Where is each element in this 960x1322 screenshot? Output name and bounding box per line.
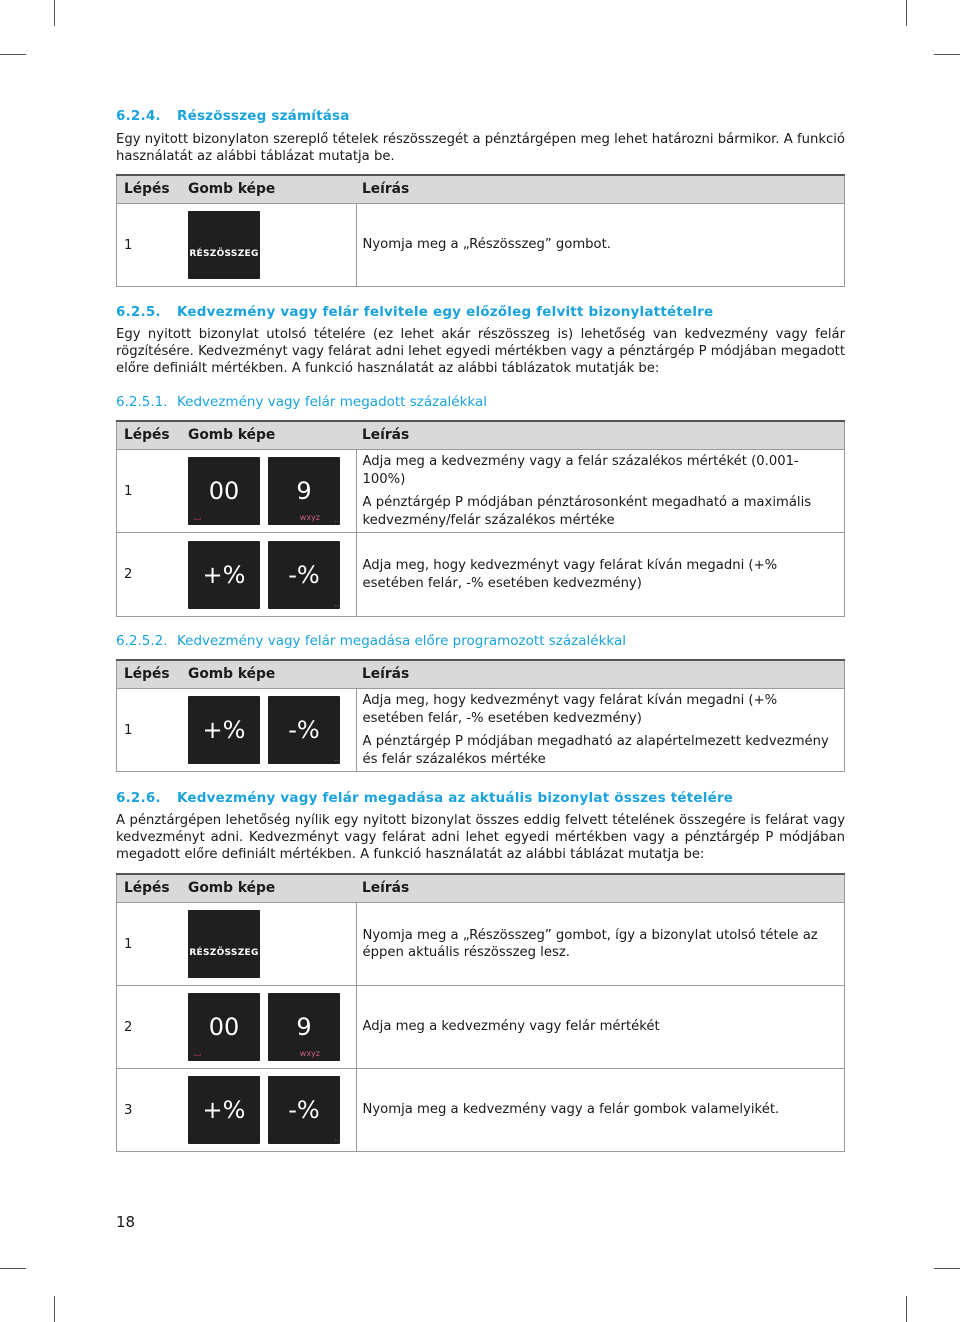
crop-mark: [0, 54, 26, 55]
key-label: +%: [202, 1096, 246, 1124]
key-dots: ...: [334, 1135, 341, 1143]
header-description: Leírás: [356, 175, 845, 204]
section-paragraph: Egy nyitott bizonylaton szereplő tételek részösszegét a pénztárgépen meg lehet határozni bármikor. A funkció használatát az alábbi táblázat mutatja be.: [116, 132, 845, 164]
table-row: [117, 450, 845, 533]
minus-percent-key: [268, 696, 340, 764]
button-image-cell: [181, 1069, 356, 1152]
step-number: 1: [117, 450, 182, 533]
steps-table-preset-percent: [116, 659, 845, 772]
section-title: Kedvezmény vagy felár megadása az aktuális bizonylat összes tételére: [177, 790, 734, 806]
minus-percent-key: [268, 541, 340, 609]
header-step: Lépés: [117, 660, 182, 689]
header-step: Lépés: [117, 421, 182, 450]
section-title: Részösszeg számítása: [177, 108, 350, 124]
description-text: Adja meg a kedvezmény vagy felár mértékét: [362, 1019, 660, 1035]
minus-percent-key: [268, 1076, 340, 1144]
table-row: [117, 986, 845, 1069]
crop-mark: [54, 0, 55, 26]
step-number: 1: [117, 204, 182, 287]
key-letters: wxyz: [299, 1049, 320, 1058]
button-image-cell: [181, 533, 356, 617]
key-label: 00: [208, 477, 240, 505]
steps-table-whole-receipt: [116, 873, 845, 1152]
table-header-row: [117, 421, 845, 450]
section-heading-6-2-5-2: [116, 633, 626, 650]
section-title: Kedvezmény vagy felár megadása előre programozott százalékkal: [177, 633, 627, 649]
key-dots: ...: [334, 516, 341, 524]
description-cell: [356, 1069, 845, 1152]
description-cell: [356, 533, 845, 617]
nine-key: [268, 457, 340, 525]
space-glyph: ⌴: [194, 1049, 202, 1059]
section-number: 6.2.6.: [116, 790, 161, 806]
description-text: Nyomja meg a „Részösszeg” gombot, így a bizonylat utolsó tétele az éppen aktuális részösszeg lesz.: [362, 927, 818, 960]
crop-mark: [906, 0, 907, 26]
section-title: Kedvezmény vagy felár felvitele egy előzőleg felvitt bizonylattételre: [177, 304, 714, 320]
table-header-row: [117, 175, 845, 204]
crop-mark: [934, 54, 960, 55]
plus-percent-key: [188, 541, 260, 609]
plus-percent-key: [188, 696, 260, 764]
key-label: -%: [288, 716, 320, 744]
subtotal-key: [188, 910, 260, 978]
page-number: 18: [116, 1213, 136, 1231]
description-text: Nyomja meg a „Részösszeg” gombot.: [362, 237, 611, 253]
step-number: 3: [117, 1069, 182, 1152]
section-heading-6-2-4: [116, 108, 350, 125]
section-number: 6.2.5.2.: [116, 633, 168, 649]
key-label: RÉSZÖSSZEG: [189, 249, 259, 259]
table-row: [117, 1069, 845, 1152]
section-paragraph: A pénztárgépen lehetőség nyílik egy nyitott bizonylat összes eddig felvett tételének összegére is felárat vagy kedvezményt adni. Kedvezményt vagy felárat adni lehet egyedi mértékben vagy a pénztárgép P módjában megadott előre definiált mértékben. A funkció használatát az alábbi táblázat mutatja be:: [116, 813, 845, 862]
step-number: 2: [117, 533, 182, 617]
space-glyph: ⌴: [194, 513, 202, 523]
section-heading-6-2-5: [116, 304, 713, 321]
key-label: 00: [208, 1013, 240, 1041]
section-heading-6-2-5-1: [116, 394, 487, 411]
header-description: Leírás: [356, 874, 845, 903]
description-text: Adja meg, hogy kedvezményt vagy felárat kíván megadni (+% esetében felár, -% esetében kedvezmény): [362, 558, 778, 591]
header-button: Gomb képe: [181, 874, 356, 903]
plus-percent-key: [188, 1076, 260, 1144]
description-text: A pénztárgép P módjában megadható az alapértelmezett kedvezmény és felár százalékos mértéke: [362, 734, 829, 767]
key-label: -%: [288, 560, 320, 589]
key-label: RÉSZÖSSZEG: [189, 948, 259, 958]
button-image-cell: [181, 986, 356, 1069]
crop-mark: [934, 1268, 960, 1269]
header-button: Gomb képe: [181, 175, 356, 204]
table-header-row: [117, 874, 845, 903]
key-label: 9: [296, 477, 312, 505]
section-heading-6-2-6: [116, 790, 733, 807]
description-cell: [356, 450, 845, 533]
section-title: Kedvezmény vagy felár megadott százalékkal: [177, 394, 487, 410]
description-text: Adja meg, hogy kedvezményt vagy felárat kíván megadni (+% esetében felár, -% esetében kedvezmény): [362, 693, 778, 726]
double-zero-key: [188, 993, 260, 1061]
header-description: Leírás: [356, 421, 845, 450]
description-text: Nyomja meg a kedvezmény vagy a felár gombok valamelyikét.: [362, 1102, 780, 1118]
key-label: +%: [202, 560, 246, 589]
key-label: 9: [296, 1013, 312, 1041]
key-dots: ...: [334, 599, 341, 608]
crop-mark: [54, 1296, 55, 1322]
description-cell: [356, 903, 845, 986]
header-button: Gomb képe: [181, 660, 356, 689]
description-cell: [356, 689, 845, 772]
nine-key: [268, 993, 340, 1061]
button-image-cell: [181, 903, 356, 986]
description-text: A pénztárgép P módjában pénztárosonként megadható a maximális kedvezmény/felár százalékos mértéke: [362, 495, 812, 528]
button-image-cell: [181, 204, 356, 287]
header-step: Lépés: [117, 874, 182, 903]
key-letters: wxyz: [299, 513, 320, 522]
table-row: [117, 533, 845, 617]
key-dots: ...: [334, 755, 341, 763]
section-number: 6.2.5.1.: [116, 394, 168, 410]
crop-mark: [906, 1296, 907, 1322]
step-number: 2: [117, 986, 182, 1069]
steps-table-subtotal: [116, 174, 845, 287]
description-text: Adja meg a kedvezmény vagy a felár százalékos mértékét (0.001-100%): [362, 454, 799, 487]
description-cell: [356, 204, 845, 287]
table-row: [117, 903, 845, 986]
crop-mark: [0, 1268, 26, 1269]
table-header-row: [117, 660, 845, 689]
description-cell: [356, 986, 845, 1069]
key-label: +%: [202, 716, 246, 744]
header-description: Leírás: [356, 660, 845, 689]
key-label: -%: [288, 1096, 320, 1124]
section-number: 6.2.5.: [116, 304, 161, 320]
button-image-cell: [181, 450, 356, 533]
table-row: [117, 204, 845, 287]
step-number: 1: [117, 689, 182, 772]
header-button: Gomb képe: [181, 421, 356, 450]
section-paragraph: Egy nyitott bizonylat utolsó tételére (ez lehet akár részösszeg is) lehetőség van kedvezmény vagy felár rögzítésére. Kedvezményt vagy felárat adni lehet egyedi mértékben vagy a pénztárgép P módjában megadott előre definiált mértékben. A funkció használatát az alábbi táblázatok mutatják be:: [116, 327, 845, 376]
header-step: Lépés: [117, 175, 182, 204]
subtotal-key: [188, 211, 260, 279]
table-row: [117, 689, 845, 772]
button-image-cell: [181, 689, 356, 772]
step-number: 1: [117, 903, 182, 986]
double-zero-key: [188, 457, 260, 525]
steps-table-custom-percent: [116, 420, 845, 617]
section-number: 6.2.4.: [116, 108, 161, 124]
